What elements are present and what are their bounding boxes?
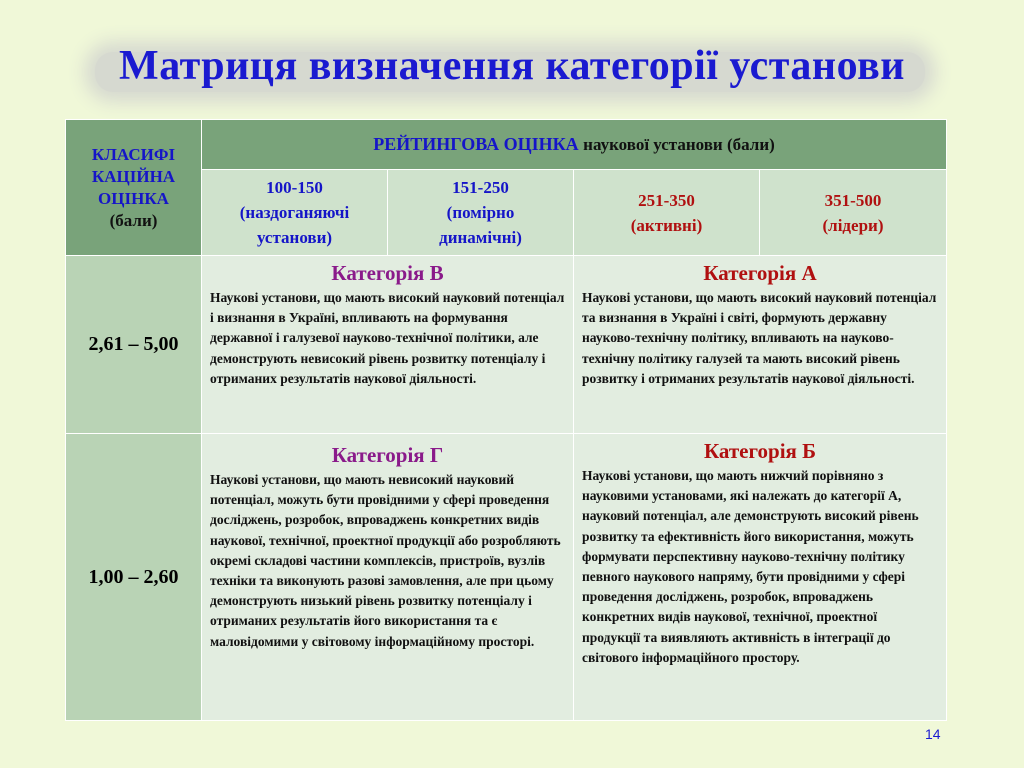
range-351-500 xyxy=(760,170,947,256)
category-b-description: Наукові установи, що мають нижчий порівняно з науковими установами, які належать до категорії А, науковий потенціал, але демонструють високий рівень розвитку та ефективність його використання, можуть формувати перспективну науково-технічну політику певного наукового напряму, бути провідними у сфері проведення досліджень, розробок, впроваджень конкретних видів наукової, технічної, проектної продукції та виявляють активність в інтеграції до світового інформаційного простору. xyxy=(582,468,919,665)
range-value: 351-500 xyxy=(824,190,882,210)
category-g-cell xyxy=(202,434,574,721)
range-value: 151-250 xyxy=(452,178,509,197)
classification-header xyxy=(66,120,202,256)
classification-line2: КАЦІЙНА xyxy=(91,166,176,186)
classification-line1: КЛАСИФІ xyxy=(91,144,176,164)
range-label: (лідери) xyxy=(822,215,884,235)
category-matrix-table xyxy=(65,119,947,721)
score-range-high: 2,61 – 5,00 xyxy=(66,256,202,434)
range-value: 251-350 xyxy=(638,190,695,210)
range-label: (активні) xyxy=(630,215,703,235)
rating-header-rest: наукової установи (бали) xyxy=(583,135,775,154)
category-v-description: Наукові установи, що мають високий науковий потенціал і визнання в Україні, впливають на формування державної і галузевої науково-технічної політики, але демонструють невисокий рівень розвитку потенціалу і отриманих результатів наукової діяльності. xyxy=(210,290,565,386)
category-a-description: Наукові установи, що мають високий науковий потенціал та визнання в Україні і світі, формують державну науково-технічну політику, впливають на науково-технічну політику галузей та мають високий рівень розвитку і отриманих результатів наукової діяльності. xyxy=(582,290,937,386)
category-g-title: Категорія Г xyxy=(331,443,444,467)
rating-header-main: РЕЙТИНГОВА ОЦІНКА xyxy=(373,134,579,154)
category-b-cell xyxy=(574,434,947,721)
rating-header xyxy=(202,120,947,170)
page-number: 14 xyxy=(925,726,941,742)
range-151-250 xyxy=(388,170,574,256)
range-value: 100-150 xyxy=(266,178,323,197)
range-label: установи) xyxy=(256,228,333,247)
category-g-description: Наукові установи, що мають невисокий науковий потенціал, можуть бути провідними у сфері проведення досліджень, розробок, впроваджень конкретних видів наукової, технічної, проектної продукції або розробляють окремі складові частини комплексів, пристроїв, вузлів техніки та виконують разові замовлення, але при цьому демонструють низький рівень розвитку потенціалу і отриманих результатів його використання та є маловідомими у світовому інформаційному просторі. xyxy=(210,472,561,649)
score-range-low: 1,00 – 2,60 xyxy=(66,434,202,721)
page-title: Матриця визначення категорії установи xyxy=(119,43,905,89)
range-label: (помірно xyxy=(446,203,515,222)
category-a-title: Категорія А xyxy=(703,261,817,285)
classification-line3: ОЦІНКА xyxy=(98,188,169,208)
range-label: динамічні) xyxy=(439,228,522,247)
category-b-title: Категорія Б xyxy=(703,439,817,463)
category-v-cell xyxy=(202,256,574,434)
category-v-title: Категорія В xyxy=(331,261,444,285)
range-label: (наздоганяючі xyxy=(239,203,350,222)
range-251-350 xyxy=(574,170,760,256)
category-a-cell xyxy=(574,256,947,434)
range-100-150 xyxy=(202,170,388,256)
classification-line4: (бали) xyxy=(109,210,158,230)
